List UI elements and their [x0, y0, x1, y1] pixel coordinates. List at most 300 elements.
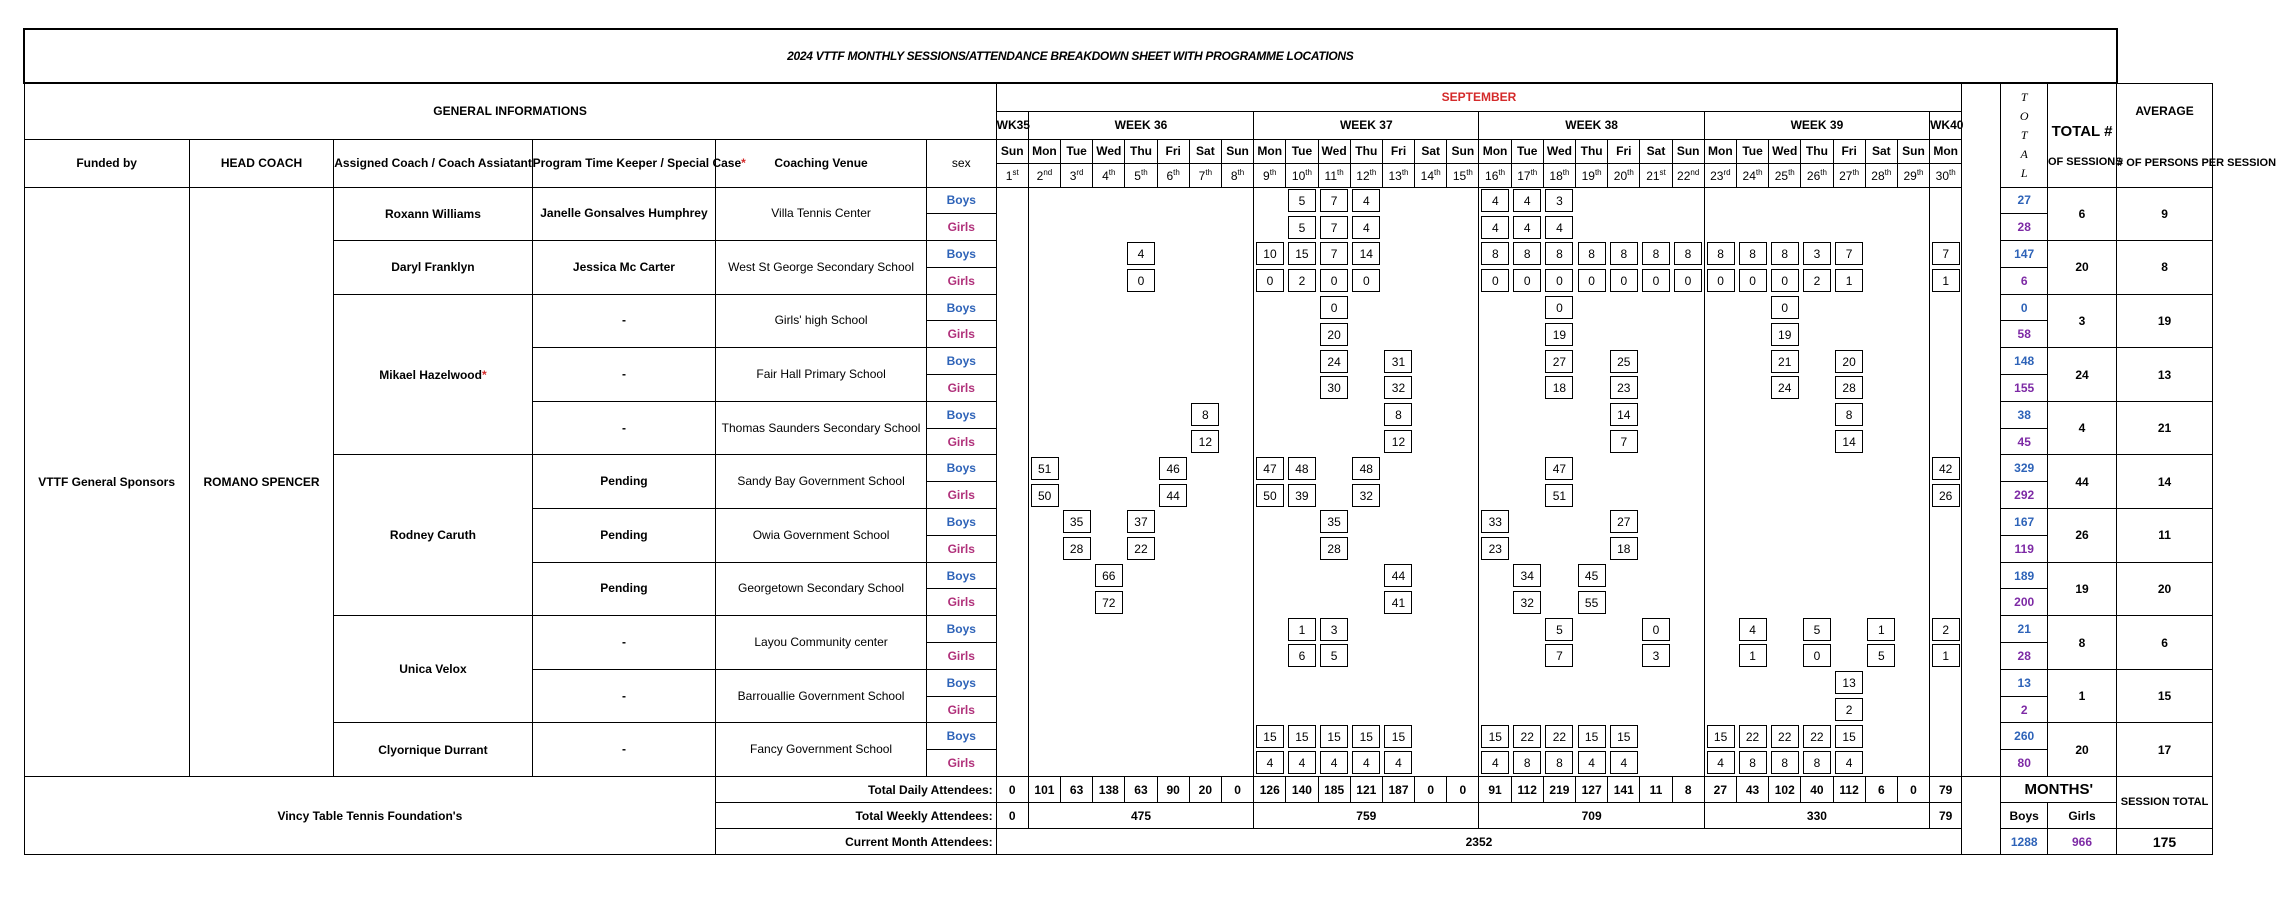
attendance-value: 0 [1127, 269, 1155, 292]
empty-day-cell [996, 509, 1028, 536]
empty-day-cell [1061, 750, 1093, 777]
empty-day-cell [1930, 401, 1962, 428]
empty-day-cell [1415, 455, 1447, 482]
program-keeper-value: - [532, 669, 716, 723]
empty-day-cell [1865, 562, 1897, 589]
empty-day-cell [1157, 375, 1189, 402]
attendance-cell [1576, 562, 1608, 589]
attendance-value: 8 [1191, 403, 1219, 426]
empty-day-cell [1736, 535, 1768, 562]
date-suffix: th [1627, 167, 1634, 177]
empty-day-cell [1447, 696, 1479, 723]
empty-day-cell [1061, 401, 1093, 428]
attendance-cell [1125, 535, 1157, 562]
empty-day-cell [1061, 321, 1093, 348]
date-suffix: th [1108, 167, 1116, 177]
date-cell [1286, 163, 1318, 187]
attendance-cell [1318, 535, 1350, 562]
attendance-cell [1125, 241, 1157, 268]
empty-day-cell [1415, 348, 1447, 375]
venue-row-boys [24, 187, 2213, 214]
empty-day-cell [1736, 401, 1768, 428]
sex-boys: Boys [926, 509, 996, 536]
gap-cell [1962, 214, 2001, 241]
empty-day-cell [1704, 375, 1736, 402]
attendance-value: 15 [1707, 725, 1735, 748]
attendance-cell [1543, 723, 1575, 750]
date-suffix: th [1755, 167, 1763, 177]
date-suffix: nd [1043, 167, 1053, 177]
empty-day-cell [1865, 294, 1897, 321]
attendance-cell [1479, 723, 1511, 750]
empty-day-cell [1415, 723, 1447, 750]
empty-day-cell [1736, 669, 1768, 696]
date-cell [1511, 163, 1543, 187]
attendance-value: 19 [1545, 323, 1573, 346]
empty-day-cell [1897, 589, 1929, 616]
attendance-value: 7 [1320, 242, 1348, 265]
head-coach-header: HEAD COACH [189, 139, 333, 187]
total-boys: 167 [2001, 509, 2048, 536]
empty-day-cell [1028, 589, 1060, 616]
daily-total: 138 [1093, 777, 1125, 803]
empty-day-cell [1543, 535, 1575, 562]
gap-cell [1962, 616, 2001, 643]
empty-day-cell [1608, 482, 1640, 509]
total-sessions-header-bottom: OF SESSIONS [2047, 139, 2116, 187]
date-suffix: th [1788, 167, 1795, 177]
empty-day-cell [1736, 589, 1768, 616]
attendance-cell [1543, 321, 1575, 348]
empty-day-cell [1672, 428, 1704, 455]
empty-day-cell [1093, 294, 1125, 321]
attendance-value: 14 [1352, 242, 1380, 265]
empty-day-cell [1543, 401, 1575, 428]
total-girls: 119 [2001, 535, 2048, 562]
empty-day-cell [1028, 535, 1060, 562]
attendance-cell [1189, 428, 1221, 455]
empty-day-cell [1479, 616, 1511, 643]
attendance-value: 44 [1159, 484, 1187, 507]
attendance-cell [1576, 750, 1608, 777]
attendance-cell [1736, 241, 1768, 268]
empty-day-cell [1061, 616, 1093, 643]
coaching-venue-value: Girls' high School [716, 294, 927, 348]
attendance-value: 13 [1835, 671, 1863, 694]
empty-day-cell [1769, 562, 1801, 589]
attendance-value: 0 [1578, 269, 1606, 292]
empty-day-cell [1447, 375, 1479, 402]
sex-girls: Girls [926, 750, 996, 777]
attendance-value: 4 [1739, 618, 1767, 641]
empty-day-cell [1447, 321, 1479, 348]
attendance-cell [1189, 401, 1221, 428]
empty-day-cell [1769, 616, 1801, 643]
sex-boys: Boys [926, 455, 996, 482]
attendance-value: 0 [1320, 296, 1348, 319]
empty-day-cell [1801, 562, 1833, 589]
attendance-value: 4 [1513, 216, 1541, 239]
empty-day-cell [1189, 535, 1221, 562]
attendance-cell [1350, 267, 1382, 294]
day-name: Sat [1189, 139, 1221, 163]
empty-day-cell [1833, 455, 1865, 482]
attendance-value: 8 [1642, 242, 1670, 265]
empty-day-cell [1833, 321, 1865, 348]
attendance-cell [1350, 750, 1382, 777]
attendance-cell [1350, 455, 1382, 482]
empty-day-cell [1415, 241, 1447, 268]
empty-day-cell [1511, 643, 1543, 670]
empty-day-cell [1447, 589, 1479, 616]
empty-day-cell [1189, 375, 1221, 402]
empty-day-cell [1028, 723, 1060, 750]
daily-total: 187 [1382, 777, 1414, 803]
empty-day-cell [1189, 723, 1221, 750]
empty-day-cell [1769, 455, 1801, 482]
attendance-cell [1640, 616, 1672, 643]
empty-day-cell [1576, 696, 1608, 723]
day-name: Wed [1093, 139, 1125, 163]
sex-boys: Boys [926, 187, 996, 214]
attendance-cell [1382, 375, 1414, 402]
attendance-value: 25 [1610, 350, 1638, 373]
attendance-value: 8 [1707, 242, 1735, 265]
empty-day-cell [1415, 509, 1447, 536]
attendance-value: 5 [1288, 189, 1316, 212]
program-keeper-value: Janelle Gonsalves Humphrey [532, 187, 716, 241]
total-boys: 27 [2001, 187, 2048, 214]
empty-day-cell [1511, 616, 1543, 643]
empty-day-cell [1093, 669, 1125, 696]
empty-day-cell [1157, 294, 1189, 321]
attendance-cell [1318, 616, 1350, 643]
empty-day-cell [1897, 401, 1929, 428]
daily-total: 126 [1254, 777, 1286, 803]
assigned-coach-value [334, 455, 532, 616]
venue-row-boys [24, 616, 2213, 643]
empty-day-cell [1125, 589, 1157, 616]
general-informations-header: GENERAL INFORMATIONS [24, 83, 996, 139]
sex-boys: Boys [926, 401, 996, 428]
attendance-value: 15 [1610, 725, 1638, 748]
attendance-cell [1543, 348, 1575, 375]
attendance-cell [1576, 241, 1608, 268]
attendance-cell [1511, 562, 1543, 589]
empty-day-cell [1189, 750, 1221, 777]
gap-cell [1962, 348, 2001, 375]
total-girls: 28 [2001, 643, 2048, 670]
empty-day-cell [1801, 696, 1833, 723]
date-cell [1415, 163, 1447, 187]
attendance-cell [1833, 375, 1865, 402]
daily-total: 8 [1672, 777, 1704, 803]
date-suffix: th [1820, 167, 1827, 177]
attendance-cell [1382, 723, 1414, 750]
empty-day-cell [1350, 401, 1382, 428]
attendance-value: 4 [1127, 242, 1155, 265]
weekly-total: 709 [1479, 803, 1704, 829]
empty-day-cell [1672, 348, 1704, 375]
attendance-value: 8 [1771, 242, 1799, 265]
attendance-cell [1704, 241, 1736, 268]
attendance-cell [1254, 750, 1286, 777]
empty-day-cell [1769, 535, 1801, 562]
average-value: 11 [2117, 509, 2213, 563]
attendance-cell [1543, 616, 1575, 643]
empty-day-cell [1640, 401, 1672, 428]
attendance-value: 4 [1545, 216, 1573, 239]
empty-day-cell [1640, 723, 1672, 750]
empty-day-cell [1704, 214, 1736, 241]
attendance-value: 1 [1739, 644, 1767, 667]
empty-day-cell [1415, 267, 1447, 294]
empty-day-cell [1447, 241, 1479, 268]
empty-day-cell [1897, 562, 1929, 589]
attendance-value: 0 [1803, 644, 1831, 667]
attendance-value: 8 [1545, 751, 1573, 774]
empty-day-cell [1189, 589, 1221, 616]
empty-day-cell [1736, 562, 1768, 589]
empty-day-cell [1640, 669, 1672, 696]
total-boys: 0 [2001, 294, 2048, 321]
empty-day-cell [996, 321, 1028, 348]
attendance-value: 48 [1288, 457, 1316, 480]
attendance-cell [1286, 267, 1318, 294]
empty-day-cell [1221, 669, 1253, 696]
attendance-cell [1093, 589, 1125, 616]
empty-day-cell [996, 267, 1028, 294]
gap-cell [1962, 294, 2001, 321]
gap-cell [1962, 455, 2001, 482]
sex-boys: Boys [926, 562, 996, 589]
attendance-cell [1382, 428, 1414, 455]
empty-day-cell [1157, 348, 1189, 375]
empty-day-cell [1736, 214, 1768, 241]
date-number: 6 [1166, 168, 1174, 183]
attendance-value: 4 [1481, 216, 1509, 239]
empty-day-cell [1640, 482, 1672, 509]
empty-day-cell [1447, 294, 1479, 321]
daily-total: 127 [1576, 777, 1608, 803]
attendance-value: 2 [1288, 269, 1316, 292]
empty-day-cell [1189, 669, 1221, 696]
empty-day-cell [1865, 401, 1897, 428]
empty-day-cell [996, 375, 1028, 402]
attendance-value: 27 [1610, 510, 1638, 533]
date-cell [1125, 163, 1157, 187]
empty-day-cell [1897, 455, 1929, 482]
empty-day-cell [1447, 401, 1479, 428]
empty-day-cell [1061, 375, 1093, 402]
empty-day-cell [1704, 348, 1736, 375]
empty-day-cell [996, 616, 1028, 643]
total-girls: 155 [2001, 375, 2048, 402]
attendance-cell [1608, 723, 1640, 750]
daily-total: 6 [1865, 777, 1897, 803]
empty-day-cell [1125, 696, 1157, 723]
gap-cell [1962, 696, 2001, 723]
attendance-value: 33 [1481, 510, 1509, 533]
sex-boys: Boys [926, 294, 996, 321]
empty-day-cell [1093, 214, 1125, 241]
attendance-value: 4 [1835, 751, 1863, 774]
day-name: Sat [1415, 139, 1447, 163]
empty-day-cell [1382, 455, 1414, 482]
attendance-cell [1254, 267, 1286, 294]
foundation-name: Vincy Table Tennis Foundation's [24, 777, 716, 855]
empty-day-cell [1254, 294, 1286, 321]
empty-day-cell [1479, 482, 1511, 509]
assigned-coach-header: Assigned Coach / Coach Assiatant [334, 139, 532, 187]
empty-day-cell [1254, 509, 1286, 536]
attendance-cell [1061, 535, 1093, 562]
empty-day-cell [1415, 562, 1447, 589]
attendance-cell [1769, 375, 1801, 402]
empty-day-cell [1350, 562, 1382, 589]
attendance-cell [1640, 267, 1672, 294]
empty-day-cell [1672, 562, 1704, 589]
empty-day-cell [1157, 509, 1189, 536]
empty-day-cell [1382, 509, 1414, 536]
attendance-value: 32 [1352, 484, 1380, 507]
attendance-cell [1640, 241, 1672, 268]
empty-day-cell [1415, 214, 1447, 241]
attendance-cell [1930, 267, 1962, 294]
empty-day-cell [1125, 187, 1157, 214]
empty-day-cell [1415, 482, 1447, 509]
daily-total: 11 [1640, 777, 1672, 803]
attendance-value: 0 [1610, 269, 1638, 292]
empty-day-cell [1221, 723, 1253, 750]
empty-day-cell [1930, 187, 1962, 214]
average-value: 19 [2117, 294, 2213, 348]
coach-name: Roxann Williams [384, 206, 481, 221]
empty-day-cell [1930, 214, 1962, 241]
attendance-cell [1640, 643, 1672, 670]
attendance-value: 15 [1320, 725, 1348, 748]
empty-day-cell [1479, 643, 1511, 670]
attendance-value: 22 [1545, 725, 1573, 748]
venue-row-boys [24, 241, 2213, 268]
empty-day-cell [1640, 214, 1672, 241]
empty-day-cell [1769, 401, 1801, 428]
date-number: 3 [1069, 168, 1077, 183]
date-cell [1028, 163, 1060, 187]
attendance-cell [1479, 509, 1511, 536]
empty-day-cell [1028, 696, 1060, 723]
sex-girls: Girls [926, 535, 996, 562]
daily-total: 0 [996, 777, 1028, 803]
empty-day-cell [1189, 482, 1221, 509]
attendance-cell [1608, 267, 1640, 294]
empty-day-cell [1415, 643, 1447, 670]
empty-day-cell [1125, 455, 1157, 482]
empty-day-cell [1930, 294, 1962, 321]
empty-day-cell [1028, 750, 1060, 777]
sex-girls: Girls [926, 375, 996, 402]
empty-day-cell [996, 455, 1028, 482]
attendance-value: 23 [1610, 376, 1638, 399]
empty-day-cell [1897, 428, 1929, 455]
attendance-cell [1736, 643, 1768, 670]
day-name: Tue [1061, 139, 1093, 163]
attendance-value: 0 [1352, 269, 1380, 292]
attendance-sheet [23, 28, 2276, 855]
empty-day-cell [1415, 321, 1447, 348]
attendance-cell [1608, 428, 1640, 455]
gap-cell [1962, 428, 2001, 455]
empty-day-cell [1801, 482, 1833, 509]
attendance-value: 32 [1384, 376, 1412, 399]
attendance-value: 22 [1127, 537, 1155, 560]
empty-day-cell [1318, 482, 1350, 509]
empty-day-cell [1254, 616, 1286, 643]
empty-day-cell [996, 589, 1028, 616]
empty-day-cell [1640, 375, 1672, 402]
empty-day-cell [1640, 696, 1672, 723]
attendance-cell [1833, 241, 1865, 268]
program-keeper-value: - [532, 401, 716, 455]
date-suffix: th [1434, 167, 1441, 177]
attendance-cell [1511, 187, 1543, 214]
empty-day-cell [1286, 509, 1318, 536]
date-cell [1221, 163, 1253, 187]
daily-total: 219 [1543, 777, 1575, 803]
empty-day-cell [1511, 696, 1543, 723]
empty-day-cell [1865, 267, 1897, 294]
empty-day-cell [1479, 321, 1511, 348]
sex-boys: Boys [926, 348, 996, 375]
month-attendees-label: Current Month Attendees: [716, 829, 996, 855]
empty-day-cell [1221, 375, 1253, 402]
day-name: Mon [1930, 139, 1962, 163]
attendance-cell [1543, 482, 1575, 509]
empty-day-cell [1221, 455, 1253, 482]
coach-name: Mikael Hazelwood [379, 367, 482, 382]
date-suffix: th [1305, 167, 1312, 177]
attendance-cell [1930, 482, 1962, 509]
empty-day-cell [1769, 696, 1801, 723]
daily-total: 140 [1286, 777, 1318, 803]
empty-day-cell [1479, 401, 1511, 428]
empty-day-cell [1479, 428, 1511, 455]
attendance-cell [1286, 214, 1318, 241]
empty-day-cell [1318, 696, 1350, 723]
empty-day-cell [1930, 535, 1962, 562]
total-boys: 38 [2001, 401, 2048, 428]
date-number: 10 [1291, 168, 1306, 183]
empty-day-cell [1254, 187, 1286, 214]
date-suffix: th [1594, 167, 1602, 177]
empty-day-cell [1061, 455, 1093, 482]
attendance-cell [1833, 428, 1865, 455]
empty-day-cell [1318, 669, 1350, 696]
empty-day-cell [1189, 348, 1221, 375]
empty-day-cell [1350, 535, 1382, 562]
empty-day-cell [1704, 589, 1736, 616]
date-number: 25 [1774, 168, 1789, 183]
empty-day-cell [1061, 267, 1093, 294]
months-label: MONTHS' [2001, 777, 2117, 803]
empty-day-cell [1350, 348, 1382, 375]
day-name: Sat [1640, 139, 1672, 163]
attendance-value: 47 [1545, 457, 1573, 480]
empty-day-cell [1447, 267, 1479, 294]
empty-day-cell [1318, 401, 1350, 428]
empty-day-cell [1447, 616, 1479, 643]
attendance-cell [1801, 643, 1833, 670]
